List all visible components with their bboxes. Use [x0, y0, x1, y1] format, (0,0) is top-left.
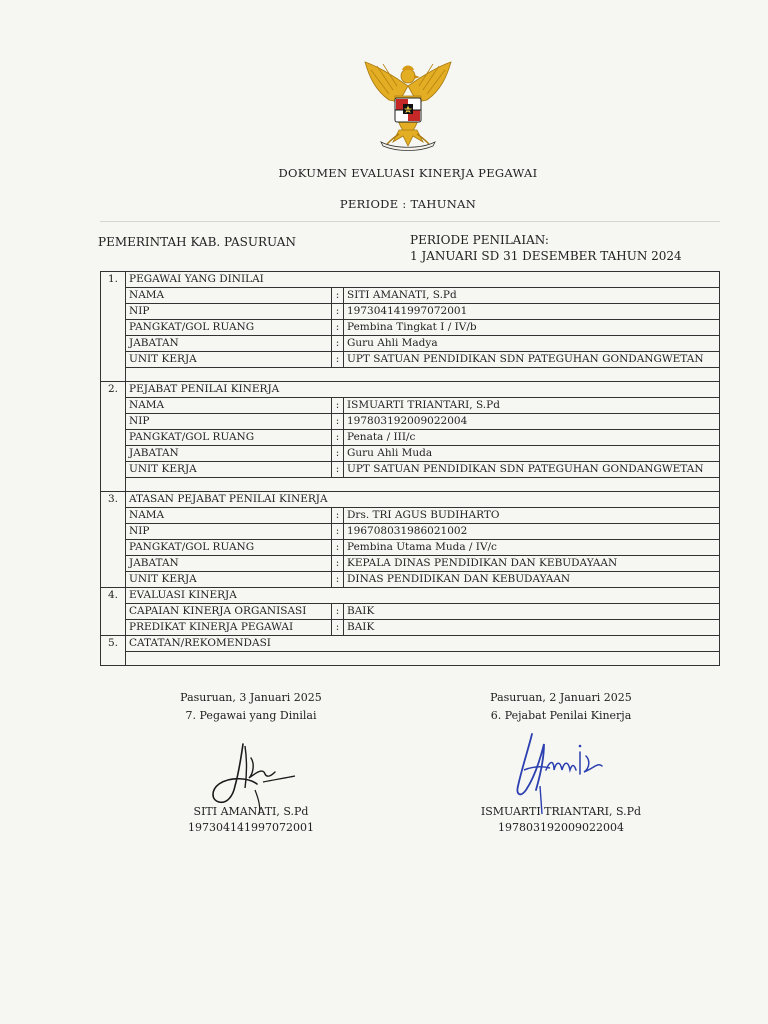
field-label: UNIT KERJA	[126, 462, 332, 478]
field-label: NIP	[126, 414, 332, 430]
section-header-row	[101, 272, 720, 288]
section-number: 4.	[101, 588, 126, 636]
field-label: JABATAN	[126, 556, 332, 572]
spacer	[126, 478, 720, 492]
colon: :	[332, 604, 344, 620]
government-name: PEMERINTAH KAB. PASURUAN	[98, 235, 296, 249]
section-header-row	[101, 492, 720, 508]
colon: :	[332, 620, 344, 636]
colon: :	[332, 352, 344, 368]
field-label: NAMA	[126, 398, 332, 414]
colon: :	[332, 540, 344, 556]
field-label: JABATAN	[126, 336, 332, 352]
table-row	[101, 556, 720, 572]
signatory-name: ISMUARTI TRIANTARI, S.Pd	[480, 805, 642, 818]
field-value: Guru Ahli Muda	[344, 446, 720, 462]
field-label: NAMA	[126, 288, 332, 304]
field-value: SITI AMANATI, S.Pd	[344, 288, 720, 304]
colon: :	[332, 304, 344, 320]
periode-type: PERIODE : TAHUNAN	[339, 197, 477, 211]
field-value: UPT SATUAN PENDIDIKAN SDN PATEGUHAN GONDANGWETAN	[344, 352, 720, 368]
signature-role: 6. Pejabat Penilai Kinerja	[490, 709, 632, 722]
field-label: CAPAIAN KINERJA ORGANISASI	[126, 604, 332, 620]
section-number: 3.	[101, 492, 126, 588]
table-row	[101, 352, 720, 368]
section-header-row	[101, 588, 720, 604]
field-label: JABATAN	[126, 446, 332, 462]
section-title: PEJABAT PENILAI KINERJA	[126, 382, 720, 398]
colon: :	[332, 414, 344, 430]
field-value: BAIK	[344, 604, 720, 620]
section-title: EVALUASI KINERJA	[126, 588, 720, 604]
spacer	[126, 368, 720, 382]
field-value: Pembina Tingkat I / IV/b	[344, 320, 720, 336]
section-title: PEGAWAI YANG DINILAI	[126, 272, 720, 288]
divider	[100, 221, 720, 222]
section-header-row	[101, 382, 720, 398]
field-label: UNIT KERJA	[126, 352, 332, 368]
signature-block-employee	[131, 690, 371, 834]
field-value: Drs. TRI AGUS BUDIHARTO	[344, 508, 720, 524]
field-label: NIP	[126, 304, 332, 320]
signatory-nip: 197803192009022004	[498, 821, 624, 834]
table-row	[101, 524, 720, 540]
field-label: NAMA	[126, 508, 332, 524]
table-row	[101, 508, 720, 524]
field-value: 197803192009022004	[344, 414, 720, 430]
garuda-emblem-icon	[359, 56, 457, 152]
table-row	[101, 336, 720, 352]
table-row	[101, 430, 720, 446]
field-value: Pembina Utama Muda / IV/c	[344, 540, 720, 556]
field-label: PANGKAT/GOL RUANG	[126, 430, 332, 446]
table-row	[101, 288, 720, 304]
table-row	[101, 572, 720, 588]
field-label: PANGKAT/GOL RUANG	[126, 540, 332, 556]
colon: :	[332, 336, 344, 352]
section-number: 1.	[101, 272, 126, 382]
colon: :	[332, 320, 344, 336]
signature-place-date: Pasuruan, 2 Januari 2025	[490, 691, 632, 704]
field-label: PREDIKAT KINERJA PEGAWAI	[126, 620, 332, 636]
field-label: PANGKAT/GOL RUANG	[126, 320, 332, 336]
colon: :	[332, 524, 344, 540]
signature-role: 7. Pegawai yang Dinilai	[185, 709, 317, 722]
field-value: 197304141997072001	[344, 304, 720, 320]
field-label: UNIT KERJA	[126, 572, 332, 588]
table-row	[101, 446, 720, 462]
periode-penilaian-value: 1 JANUARI SD 31 DESEMBER TAHUN 2024	[410, 249, 682, 263]
table-row	[101, 540, 720, 556]
table-row	[101, 462, 720, 478]
colon: :	[332, 572, 344, 588]
section-title: ATASAN PEJABAT PENILAI KINERJA	[126, 492, 720, 508]
colon: :	[332, 430, 344, 446]
field-value: ISMUARTI TRIANTARI, S.Pd	[344, 398, 720, 414]
table-row	[101, 320, 720, 336]
signatory-name: SITI AMANATI, S.Pd	[193, 805, 309, 818]
section-header-row	[101, 636, 720, 652]
signatory-nip: 197304141997072001	[188, 821, 314, 834]
table-row	[101, 620, 720, 636]
colon: :	[332, 398, 344, 414]
table-row	[101, 414, 720, 430]
evaluation-table	[100, 271, 720, 666]
field-value: Penata / III/c	[344, 430, 720, 446]
field-value: DINAS PENDIDIKAN DAN KEBUDAYAAN	[344, 572, 720, 588]
notes-row	[101, 652, 720, 666]
colon: :	[332, 556, 344, 572]
field-label: NIP	[126, 524, 332, 540]
handwritten-signature-employee	[205, 738, 300, 818]
colon: :	[332, 508, 344, 524]
field-value: Guru Ahli Madya	[344, 336, 720, 352]
notes-empty-cell	[126, 652, 720, 666]
field-value: BAIK	[344, 620, 720, 636]
signature-block-assessor	[441, 690, 681, 834]
table-row	[101, 304, 720, 320]
periode-penilaian-label: PERIODE PENILAIAN:	[410, 233, 549, 247]
colon: :	[332, 446, 344, 462]
colon: :	[332, 288, 344, 304]
handwritten-signature-assessor	[510, 730, 620, 815]
field-value: UPT SATUAN PENDIDIKAN SDN PATEGUHAN GONDANGWETAN	[344, 462, 720, 478]
field-value: KEPALA DINAS PENDIDIKAN DAN KEBUDAYAAN	[344, 556, 720, 572]
section-title: CATATAN/REKOMENDASI	[126, 636, 720, 652]
table-row	[101, 604, 720, 620]
colon: :	[332, 462, 344, 478]
field-value: 196708031986021002	[344, 524, 720, 540]
table-row	[101, 398, 720, 414]
section-number: 5.	[101, 636, 126, 666]
section-number: 2.	[101, 382, 126, 492]
document-title: DOKUMEN EVALUASI KINERJA PEGAWAI	[278, 166, 538, 180]
signature-place-date: Pasuruan, 3 Januari 2025	[180, 691, 322, 704]
